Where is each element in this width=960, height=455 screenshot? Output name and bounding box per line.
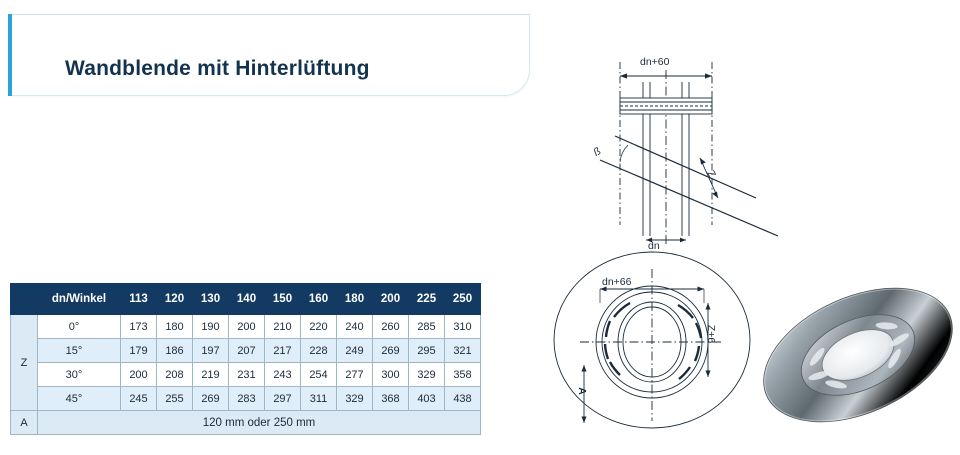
cell-value: 297 — [265, 387, 301, 411]
cell-value: 285 — [409, 315, 445, 339]
table-row — [11, 387, 481, 411]
cell-value: 255 — [157, 387, 193, 411]
cell-value: 254 — [301, 363, 337, 387]
table-header-size-5: 160 — [301, 284, 337, 315]
dimension-label-z: Z — [704, 168, 719, 180]
cell-value: 200 — [229, 315, 265, 339]
table-header-size-9: 250 — [445, 284, 481, 315]
cell-value: 277 — [337, 363, 373, 387]
dimension-label-dn-plus-66: dn+66 — [602, 276, 632, 288]
cell-value: 358 — [445, 363, 481, 387]
table-header-size-2: 130 — [193, 284, 229, 315]
cell-value: 208 — [157, 363, 193, 387]
header-banner — [8, 14, 530, 96]
cell-value: 240 — [337, 315, 373, 339]
table-header-size-8: 225 — [409, 284, 445, 315]
cell-value: 220 — [301, 315, 337, 339]
angle-label-beta: ß — [591, 145, 604, 159]
row-group-label-a: A — [11, 411, 38, 435]
table-header-row — [11, 284, 481, 315]
dimension-label-dn-plus-60: dn+60 — [640, 56, 670, 68]
product-illustration — [748, 270, 960, 440]
cell-value: 283 — [229, 387, 265, 411]
cell-value: 219 — [193, 363, 229, 387]
cell-value: 269 — [373, 339, 409, 363]
dimension-label-dn: dn — [648, 240, 660, 252]
cell-value: 200 — [121, 363, 157, 387]
cell-a-value: 120 mm oder 250 mm — [38, 411, 481, 435]
specification-table — [10, 283, 481, 435]
cell-value: 217 — [265, 339, 301, 363]
cell-value: 260 — [373, 315, 409, 339]
table-header — [11, 284, 481, 315]
row-angle-label: 0° — [38, 315, 121, 339]
cell-value: 180 — [157, 315, 193, 339]
table-header-size-3: 140 — [229, 284, 265, 315]
row-angle-label: 30° — [38, 363, 121, 387]
cell-value: 368 — [373, 387, 409, 411]
cell-value: 329 — [409, 363, 445, 387]
cell-value: 269 — [193, 387, 229, 411]
cell-value: 403 — [409, 387, 445, 411]
dimension-label-z-plus-6: Z+6 — [705, 324, 718, 344]
table-header-dn-winkel: dn/Winkel — [38, 284, 121, 315]
table-body — [11, 315, 481, 435]
front-view-drawing — [540, 245, 770, 445]
table-header-size-6: 180 — [337, 284, 373, 315]
cell-value: 231 — [229, 363, 265, 387]
cell-value: 438 — [445, 387, 481, 411]
cell-value: 245 — [121, 387, 157, 411]
cell-value: 300 — [373, 363, 409, 387]
cell-value: 179 — [121, 339, 157, 363]
cell-value: 228 — [301, 339, 337, 363]
table-row — [11, 339, 481, 363]
technical-drawings — [520, 40, 960, 450]
cell-value: 210 — [265, 315, 301, 339]
cell-value: 249 — [337, 339, 373, 363]
cell-value: 197 — [193, 339, 229, 363]
cell-value: 295 — [409, 339, 445, 363]
table-row-a — [11, 411, 481, 435]
row-group-label-z: Z — [11, 315, 38, 411]
cell-value: 311 — [301, 387, 337, 411]
table-header-size-7: 200 — [373, 284, 409, 315]
table-corner-cell — [11, 284, 38, 315]
cell-value: 329 — [337, 387, 373, 411]
cell-value: 243 — [265, 363, 301, 387]
cell-value: 207 — [229, 339, 265, 363]
cell-value: 190 — [193, 315, 229, 339]
table-header-size-1: 120 — [157, 284, 193, 315]
cell-value: 310 — [445, 315, 481, 339]
cell-value: 173 — [121, 315, 157, 339]
cell-value: 321 — [445, 339, 481, 363]
row-angle-label: 15° — [38, 339, 121, 363]
dimension-label-a: A — [575, 387, 588, 395]
table-header-size-0: 113 — [121, 284, 157, 315]
cell-value: 186 — [157, 339, 193, 363]
table-row — [11, 363, 481, 387]
page-title: Wandblende mit Hinterlüftung — [65, 57, 370, 80]
row-angle-label: 45° — [38, 387, 121, 411]
table-header-size-4: 150 — [265, 284, 301, 315]
table-row — [11, 315, 481, 339]
